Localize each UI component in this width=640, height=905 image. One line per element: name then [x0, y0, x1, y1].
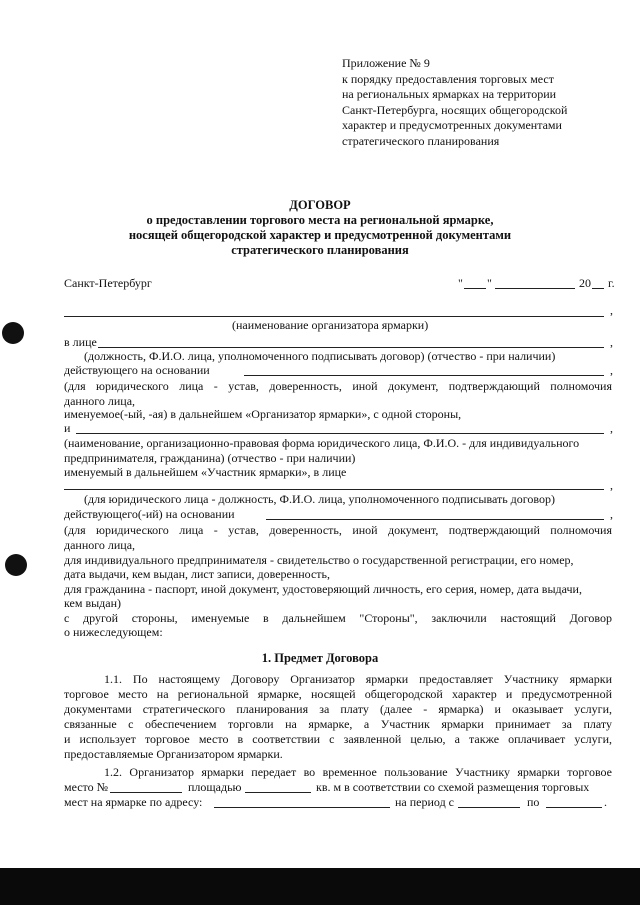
hereinafter-participant: именуемый в дальнейшем «Участник ярмарки», в лице	[64, 465, 347, 479]
acting-basis-label: действующего на основании	[64, 363, 210, 377]
period-to-field[interactable]	[546, 807, 602, 808]
date-year-field[interactable]	[592, 288, 604, 289]
comma: ,	[610, 478, 613, 492]
paragraph-1-1-line: торговое место на региональной ярмарке, носящей общегородской характер и предусмотренной	[64, 687, 612, 701]
period-from-label: на период с	[395, 795, 455, 809]
other-side-text: с другой стороны, именуемые в дальнейшем "Стороны", заключили настоящий Договор	[64, 611, 612, 625]
date-quote-close: "	[487, 276, 492, 290]
participant-name-caption: (наименование, организационно-правовая форма юридического лица, Ф.И.О. - для индивидуального	[64, 436, 580, 450]
punch-hole-top	[2, 322, 24, 344]
date-day-field[interactable]	[464, 288, 486, 289]
section-1-heading: 1. Предмет Договора	[261, 651, 379, 665]
contract-subtitle-2: носящей общегородской характер и предусмотренной документами	[128, 228, 512, 242]
comma: ,	[610, 421, 613, 435]
other-side-text-cont: о нижеследующем:	[64, 625, 163, 639]
paragraph-1-2-line: 1.2. Организатор ярмарки передает во временное пользование Участнику ярмарки торговое	[104, 765, 612, 779]
citizen-docs-caption-cont: кем выдан)	[64, 596, 122, 610]
legal-docs-caption: (для юридического лица - устав, доверенность, иной документ, подтверждающий полномочия	[64, 379, 612, 393]
organizer-name-caption: (наименование организатора ярмарки)	[232, 318, 429, 332]
legal-docs-caption-cont: данного лица,	[64, 394, 136, 408]
ip-docs-caption: для индивидуального предпринимателя - свидетельство о государственной регистрации, его номер,	[64, 553, 574, 567]
ip-docs-caption-cont: дата выдачи, кем выдан, лист записи, доверенность,	[64, 567, 331, 581]
area-field[interactable]	[245, 792, 311, 793]
paragraph-1-1-line: предоставляемые Организатором ярмарки.	[64, 747, 283, 761]
legal-docs-caption-2: (для юридического лица - устав, доверенность, иной документ, подтверждающий полномочия	[64, 523, 612, 537]
period-end: .	[604, 795, 607, 809]
appendix-line: Приложение № 9	[342, 56, 430, 70]
appendix-line: на региональных ярмарках на территории	[342, 87, 557, 101]
citizen-docs-caption: для гражданина - паспорт, иной документ, удостоверяющий личность, его серия, номер, дата выдачи,	[64, 582, 582, 596]
date-month-field[interactable]	[495, 288, 575, 289]
contract-title: ДОГОВОР	[289, 198, 351, 212]
paragraph-1-1-line: и использует торговое место в соответствии с заявленной целью, а также оплачивает услуги,	[64, 732, 612, 746]
city: Санкт-Петербург	[64, 276, 152, 290]
position-caption: (должность, Ф.И.О. лица, уполномоченного подписывать договор) (отчество - при наличии)	[84, 349, 556, 363]
date-quote-open: "	[458, 276, 463, 290]
punch-hole-bottom	[5, 554, 27, 576]
paragraph-1-1-line: 1.1. По настоящему Договору Организатор ярмарки предоставляет Участнику ярмарки	[104, 672, 612, 686]
hereinafter-organizer: именуемое(-ый, -ая) в дальнейшем «Организатор ярмарки», с одной стороны,	[64, 407, 462, 421]
appendix-line: характер и предусмотренных документами	[342, 118, 562, 132]
area-label: площадью	[188, 780, 242, 794]
comma: ,	[610, 303, 613, 317]
appendix-note	[342, 56, 612, 149]
comma: ,	[610, 335, 613, 349]
period-from-field[interactable]	[458, 807, 520, 808]
participant-basis-field[interactable]	[266, 519, 604, 520]
appendix-line: Санкт-Петербурга, носящих общегородской	[342, 102, 568, 117]
paragraph-1-1-line: документами стратегического планирования за плату (далее - ярмарка) и оказывает услуги,	[64, 702, 612, 716]
period-to-label: по	[527, 795, 540, 809]
position-caption-2: (для юридического лица - должность, Ф.И.О. лица, уполномоченного подписывать договор)	[84, 492, 555, 506]
address-field[interactable]	[214, 807, 390, 808]
participant-name-caption-cont: предпринимателя, гражданина) (отчество - при наличии)	[64, 451, 356, 465]
sqm-text: кв. м в соответствии со схемой размещения торговых	[316, 780, 590, 794]
organizer-basis-field[interactable]	[244, 375, 604, 376]
contract-subtitle-3: стратегического планирования	[231, 243, 409, 257]
date-year-suffix: г.	[608, 276, 615, 290]
comma: ,	[610, 363, 613, 377]
and-label: и	[64, 421, 71, 435]
comma: ,	[610, 507, 613, 521]
place-number-label: место №	[64, 780, 109, 794]
acting-basis-label-2: действующего(-ий) на основании	[64, 507, 235, 521]
scan-bottom-edge	[0, 868, 640, 905]
contract-subtitle-1: о предоставлении торгового места на региональной ярмарке,	[146, 213, 494, 227]
appendix-line: стратегического планирования	[342, 133, 500, 148]
in-person-label: в лице	[64, 335, 97, 349]
address-label: мест на ярмарке по адресу:	[64, 795, 203, 809]
appendix-line: к порядку предоставления торговых мест	[342, 71, 554, 86]
paragraph-1-1-line: связанные с обеспечением торговли на ярмарке, а Участник ярмарки принимает за плату	[64, 717, 612, 731]
legal-docs-caption-2-cont: данного лица,	[64, 538, 136, 552]
date-year-prefix: 20	[579, 276, 591, 290]
